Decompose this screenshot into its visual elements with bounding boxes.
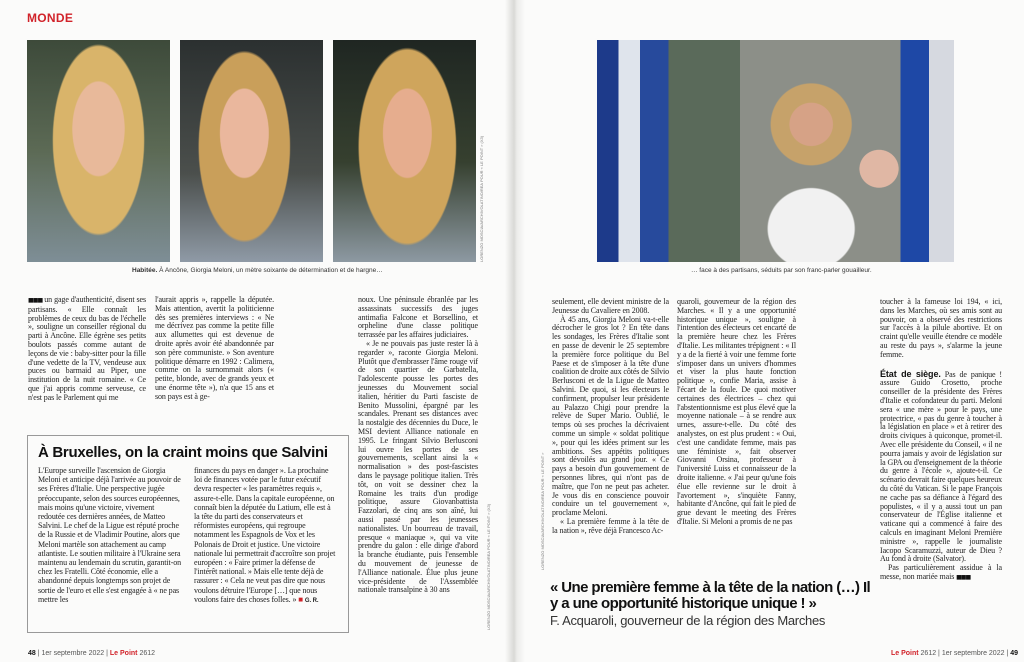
section-rubric: MONDE xyxy=(27,11,74,25)
box-title: À Bruxelles, on la craint moins que Salvini xyxy=(38,444,328,461)
article-column-2: quaroli, gouverneur de la région des Marches. « Il y a une opportunité historique unique », souligne à l'intention des électeurs cet encarté de la première heure chez les Frères d'Italie. Les militantes trépignent : « Il y a de la fierté à voir une femme forte s'imposer dans un univers d'hommes et viser la plus haute fonction politique », confie Maria, assise à l'écart de la foule. De quoi motiver certaines des électrices – chez qui l'abstentionnisme est plus élevé que la moyenne nationale – à se rendre aux urnes, assure-t-elle. Du côté des analystes, on est plus prudent : « Oui, c'est une candidate femme, mais pas une féministe », fait observer Giovanni Orsina, professeur à l'université Luiss et connaisseur de la droite italienne. « J'ai peur qu'une fois élue elle revienne sur le droit à l'avortement », s'inquiète Fanny, habitante d'Ancône, qui fait le pied de grue devant le meeting des Frères d'Italie. Si Meloni a promis de ne pas xyxy=(677,297,796,526)
photo-meloni-3 xyxy=(333,40,476,262)
pull-quote-text: « Une première femme à la tête de la nation (…) Il y a une opportunité historique unique ! » xyxy=(550,579,871,612)
box-column-1: L'Europe surveille l'ascension de Giorgia Meloni et anticipe déjà l'arrivée au pouvoir de ses Frères d'Italie. Une perspective jugée préoccupante, selon des sources européennes, mais moins qu'une victoire, vivement redoutée ces dernières années, de Matteo Salvini. Le chef de la Ligue est réputé proche de la Russie et de Vladimir Poutine, alors que Meloni martèle son attachement au camp atlantiste. Le soutien militaire à l'Ukraine sera maintenu au lendemain du scrutin, garantit-on chez les Fratelli. Côté économie, elle a abandonné depuis longtemps son projet de sortie de l'euro et elle s'est engagée à « ne pas mettre les xyxy=(38,466,182,604)
pull-quote xyxy=(550,580,875,628)
photo-credit-vertical: LORENZO MOSCIA/ARCHIVOLATINO/REA POUR « LE POINT » (X3) xyxy=(486,503,491,630)
photo-caption: Habitée. À Ancône, Giorgia Meloni, un mètre soixante de détermination et de hargne… xyxy=(132,267,383,274)
subhead: État de siège. xyxy=(880,368,941,379)
article-column-1: ■■■ un gage d'authenticité, disent ses partisans. « Elle connaît les problèmes de ceux du bas de l'échelle », souligne un conseiller régional du parti à Ancône. Elle égrène ses petits boulots passés comme autant de leçons de vie : baby-sitter pour la fille d'une vedette de la TV, vendeuse aux puces ou barmaid au Piper, une institution de la nuit romaine. « Ce que j'ai appris comme serveuse, ce n'est pas le Parlement qui me xyxy=(28,295,146,402)
box-column-2: finances du pays en danger ». La prochaine loi de finances votée par le futur exécutif devra respecter « les paramètres requis », assure-t-elle. Dans la capitale européenne, on connaît bien la députée du Latium, elle est à la tête du parti des conservateurs et réformistes européens, qui regroupe notamment les Espagnols de Vox et les Polonais de Droit et justice. Une victoire nationale lui permettrait d'accroître son projet européen : « Faire primer la défense de l'intérêt national. » Mais elle tente déjà de rassurer : « Cela ne veut pas dire que nous voulons détruire l'Europe […] que nous voulons faire des choses folles. » ■ G. R. xyxy=(194,466,336,604)
article-column-2: l'aurait appris », rappelle la députée. Mais attention, avertit la politicienne dès ses premières interviews : « Ne me décrivez pas comme la petite fille aux allumettes qui est devenue de droite après avoir été abandonnée par son père communiste. » Son aventure politique démarre en 1992 : Calimera, comme on la surnommait alors (« petite, blonde, avec de grands yeux et une énorme tête »), n'a que 15 ans et son pays est à ge- xyxy=(155,295,274,401)
photo-crowd xyxy=(597,40,954,262)
photo-credit-vertical: LORENZO MOSCIA/ARCHIVOLATINO/REA POUR « LE POINT » xyxy=(540,452,545,570)
article-column-1: seulement, elle devient ministre de la Jeunesse du Cavaliere en 2008. À 45 ans, Giorgia Meloni va-t-elle décrocher le gros lot ? En tête dans les sondages, les Frères d'Italie sont en passe de devenir le 25 septembre la première force politique du Bel Paese et de s'imposer à la tête d'une coalition de droite aux côtés de Silvio Berlusconi et de la Ligue de Matteo Salvini. De quoi, si les électeurs le confirment, propulser leur présidente au Palazzo Chigi pour prendre la relève de Super Mario. Oublié, le temps où ses proches la décrivaient comme un simple « soldat politique », pour qui les idées priment sur les ambitions. Ses appétits politiques sont dévoilés au grand jour. « Ce pays a besoin d'un gouvernement de personnes libres, qui n'ont pas de maître, que l'on ne peut pas acheter. Je vous dis en conscience pouvoir conduire un tel gouvernement », proclame Meloni. « La première femme à la tête de la nation », rêve déjà Francesco Ac- xyxy=(552,297,669,535)
photo-caption: … face à des partisans, séduits par son franc-parler gouailleur. xyxy=(691,267,872,274)
continuation-squares-icon: ■■■ xyxy=(956,573,971,581)
photo-meloni-2 xyxy=(180,40,323,262)
sidebar-box xyxy=(27,435,349,633)
page-folio-right: Le Point 2612 | 1er septembre 2022 | 49 xyxy=(890,650,1018,657)
right-page xyxy=(518,0,1024,662)
pull-quote-attribution: F. Acquaroli, gouverneur de la région des Marches xyxy=(550,613,826,628)
article-column-3: toucher à la fameuse loi 194, « ici, dans les Marches, où ses amis sont au pouvoir, on a observé des restrictions sur l'accès à la pilule abortive. Et on craint qu'elle veuille étendre ce modèle au reste du pays », s'alarme la jeune femme. État de siège. Pas de panique ! assure Guido Crosetto, proche conseiller de la présidente des Frères d'Italie et cofondateur du parti. Meloni sera « une mère » pour le pays, une protectrice, « pas du genre à toucher à la législation en place » et à retirer des droits civiques à quiconque, promet-il. Avec elle présidente du Conseil, « il ne pourra jamais y avoir de législation sur la GPA ou d'enseignement de la théorie du genre à l'école », ajoute-t-il. Ce scénario devrait faire quelques heureux du côté du Vatican. Si le pape François ne cache pas sa défiance à l'égard des populistes, « il y a aussi tout un pan conservateur de l'Église italienne et vaticane qui a commencé à faire des calculs en imaginant Meloni Première ministre », rappelle le journaliste Iacopo Scaramuzzi, auteur de Dieu ? Au fond à droite (Salvator). Pas particulièrement assidue à la messe, non mariée mais ■■■ xyxy=(880,297,1002,581)
photo-meloni-1 xyxy=(27,40,170,262)
page-gutter xyxy=(505,0,525,662)
page-folio-left: 48 | 1er septembre 2022 | Le Point 2612 xyxy=(28,650,156,657)
continuation-squares-icon: ■■■ xyxy=(28,297,43,304)
photo-credit: LORENZO MOSCIA/ARCHIVOLATINO/REA POUR « LE POINT » (X3) xyxy=(479,135,484,262)
article-column-3: noux. Une péninsule ébranlée par les assassinats successifs des juges antimafia Falcone et Borsellino, et orpheline d'une classe politique terrassée par les affaires judiciaires. « Je ne pouvais pas juste rester là à regarder », raconte Giorgia Meloni. Plutôt que d'embrasser l'âme rouge vif de son quartier de Garbatella, l'adolescente pousse les portes des jeunesses du Mouvement social italien, héritier du Parti fasciste de Benito Mussolini, épargné par les scandales. Prenant ses distances avec la nostalgie des décennies du Duce, le MSI devient Alliance nationale en 1995. Le fringant Silvio Berlusconi lui ouvre les portes de ses gouvernements, scellant ainsi la « normalisation » des post-fascistes dans le paysage politique italien. Très tôt, on voit se dessiner chez la Romaine les traits d'un prodige politique, assure Giovanbattista Fazzolari, de cinq ans son aîné, lui aussi passé par les jeunesses nationalistes. Un bourreau de travail, presque « maniaque », qui va vite prendre du galon : elle dirige d'abord la branche étudiante, puis l'ensemble du mouvement de jeunesse de l'Alliance nationale. Élue plus jeune vice-présidente de l'Assemblée nationale transalpine à 30 ans xyxy=(358,295,478,595)
